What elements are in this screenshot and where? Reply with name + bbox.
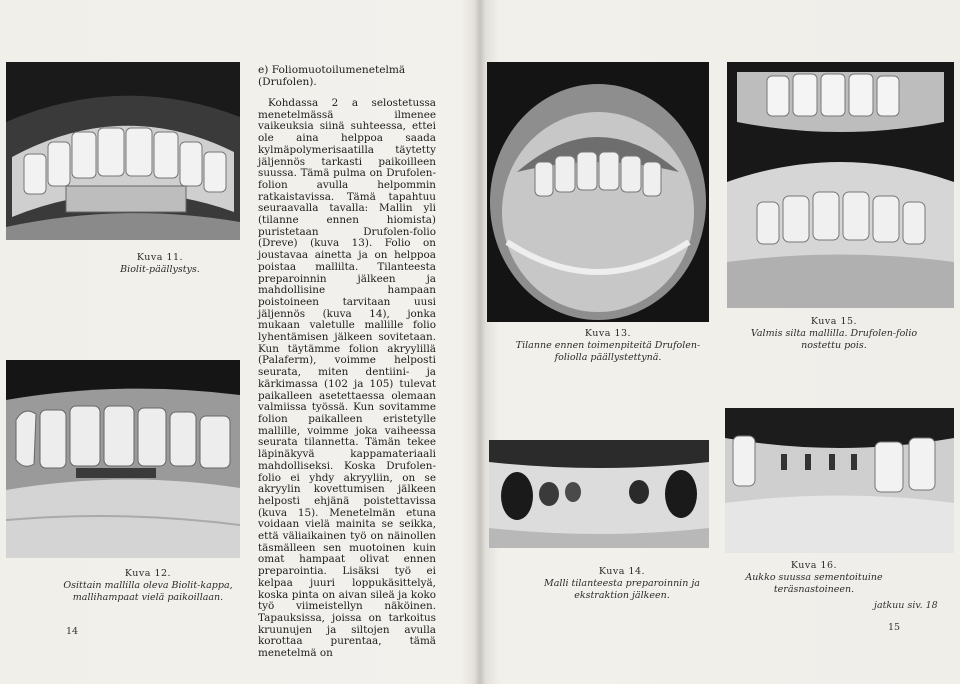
- figure-12-label: Kuva 12.: [124, 568, 172, 579]
- figure-12-text: Osittain mallilla oleva Biolit-kappa, mallihampaat vielä paikoillaan.: [63, 580, 233, 603]
- figure-15-text: Valmis silta mallilla. Drufolen-folio nostettu pois.: [750, 328, 918, 351]
- figure-11-label: Kuva 11.: [136, 252, 184, 263]
- section-heading: e) Foliomuotoilumenetelmä (Drufolen).: [258, 64, 406, 88]
- continuation-note: jatkuu siv. 18: [874, 600, 938, 611]
- figure-11-text: Biolit-päällystys.: [120, 264, 200, 275]
- figure-13-label: Kuva 13.: [584, 328, 632, 339]
- figure-14-caption: [532, 566, 712, 602]
- figure-14-label: Kuva 14.: [598, 566, 646, 577]
- left-page-number: 14: [66, 626, 79, 637]
- body-paragraph: Kohdassa 2 a selostetussa menetelmässä ilmenee vaikeuksia siinä suhteessa, ettei ole aina helppoa saada kylmäpolymerisaatilla täytetty jäljennös tarkasti paikoilleen suussa. Tämä pulma on Drufolen-folion avulla helpommin ratkaistavissa. Tämä tapahtuu seuraavalla tavalla: Mallin yli (tilanne ennen hiomista) puristetaan Drufolen-folio (Dreve) (kuva 13). Folio on joustavaa ainetta ja on helppoa poistaa mallilta. Tilanteesta preparoinnin jälkeen ja mahdollisine hampaan poistoineen tarvitaan uusi jäljennös (kuva 14), jonka mukaan valetulle mallille folio lyhentämisen jälkeen sovitetaan. Kun täytämme folion akryylillä (Palaferm), voimme helposti seurata, miten dentiini- ja kärkimassa (102 ja 105) tulevat paikalleen asetettaessa olemaan valmiissa työssä. Kun sovitamme folion paikalleen eristetylle mallille, voimme joka vaiheessa seurata tilannetta. Tämän tekee läpinäkyvä kappamateriaali mahdolliseksi. Koska Drufolen-folio ei yhdy akryyliin, on se akryylin kovettumisen jälkeen helposti ehjänä poistettavissa (kuva 15). Menetelmän etuna voidaan vielä mainita se seikka, että väliaikainen työ on näinollen täsmälleen sen muotoinen kuin omat hampaat olivat ennen preparointia. Lisäksi työ ei kelpaa juuri loppukäsittelyä, koska pinta on aivan sileä ja koko työ viimeistellyn näköinen. Tapauksissa, joissa on tarkoitus kruunujen ja siltojen avulla korottaa purentaa, tämä menetelmä on: [258, 97, 436, 660]
- figure-16-photo: [725, 408, 954, 553]
- figure-13-photo: [487, 62, 709, 322]
- figure-11-photo: [6, 62, 240, 240]
- figure-15-caption: [730, 316, 938, 352]
- figure-16-text: Aukko suussa sementoituine teräsnastoineen.: [745, 572, 883, 595]
- figure-15-photo: [727, 62, 954, 308]
- figure-13-text: Tilanne ennen toimenpiteitä Drufolen-foliolla päällystettynä.: [515, 340, 701, 363]
- figure-14-photo: [489, 440, 709, 548]
- figure-15-label: Kuva 15.: [810, 316, 858, 327]
- figure-16-label: Kuva 16.: [790, 560, 838, 571]
- figure-14-text: Malli tilanteesta preparoinnin ja ekstraktion jälkeen.: [544, 578, 700, 601]
- figure-11-caption: [100, 252, 220, 276]
- right-page-number: 15: [888, 622, 901, 633]
- figure-12-photo: [6, 360, 240, 558]
- page-gutter: [474, 0, 486, 684]
- figure-13-caption: [508, 328, 708, 364]
- body-text: [258, 98, 436, 660]
- figure-12-caption: [58, 568, 238, 604]
- figure-16-caption: [734, 560, 894, 596]
